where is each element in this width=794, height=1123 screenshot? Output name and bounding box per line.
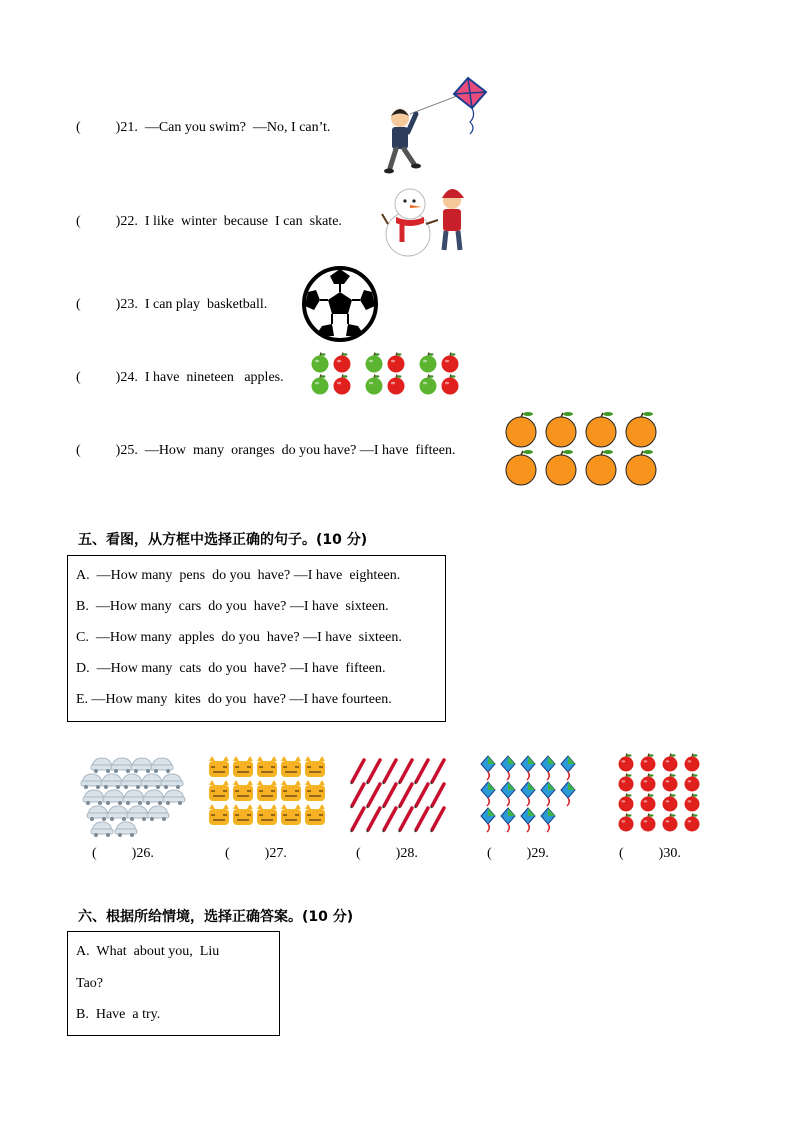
- kite-icon: [521, 782, 535, 806]
- apple-icon: [663, 794, 678, 812]
- car-icon: [101, 774, 123, 789]
- apple-icon: [619, 794, 634, 812]
- apple-icon: [334, 375, 351, 395]
- apple-icon: [685, 794, 700, 812]
- kite-icon: [521, 756, 535, 780]
- section-5-option-e: E. —How many kites do you have? —I have fourteen.: [76, 692, 392, 707]
- apple-icon: [420, 353, 437, 373]
- kite-icon: [501, 808, 515, 832]
- kite-icon: [541, 808, 555, 832]
- apples-image-30: [614, 754, 706, 834]
- section-5-options-box: [67, 555, 446, 722]
- apple-icon: [442, 353, 459, 373]
- pen-icon: [351, 784, 364, 808]
- kite-icon: [501, 756, 515, 780]
- cat-icon: [281, 804, 301, 825]
- section-6-option-b: B. Have a try.: [76, 1007, 161, 1022]
- car-icon: [91, 822, 113, 837]
- car-icon: [83, 790, 105, 805]
- section-6-option-a-cont: Tao?: [76, 976, 104, 991]
- pens-image: [346, 756, 444, 832]
- orange-icon: [626, 412, 656, 447]
- apple-icon: [334, 353, 351, 373]
- cat-icon: [257, 804, 277, 825]
- question-24: ( )24. I have nineteen apples.: [76, 370, 284, 385]
- cat-icon: [209, 780, 229, 801]
- question-25: ( )25. —How many oranges do you have? —I have fifteen.: [76, 443, 456, 458]
- section-5-heading: 五、看图，从方框中选择正确的句子。(10 分): [78, 532, 368, 548]
- kite-icon: [481, 808, 495, 832]
- kite-icon: [481, 756, 495, 780]
- pen-icon: [415, 808, 428, 832]
- apple-icon: [388, 375, 405, 395]
- cat-icon: [281, 756, 301, 777]
- question-21: ( )21. —Can you swim? —No, I can’t.: [76, 120, 331, 135]
- kite-icon: [521, 808, 535, 832]
- car-icon: [81, 774, 103, 789]
- cat-icon: [281, 780, 301, 801]
- orange-icon: [546, 412, 576, 447]
- car-icon: [111, 758, 133, 773]
- pen-icon: [367, 808, 380, 832]
- pen-icon: [383, 760, 396, 784]
- answer-26: ( )26.: [92, 846, 154, 861]
- pen-icon: [431, 808, 444, 832]
- tiger-cats-image: [207, 757, 327, 831]
- apple-icon: [641, 814, 656, 832]
- car-icon: [121, 774, 143, 789]
- car-icon: [123, 790, 145, 805]
- cars-image: [82, 754, 186, 834]
- pen-icon: [431, 784, 444, 808]
- apple-icon: [685, 754, 700, 772]
- soccer-ball-image: [302, 266, 378, 342]
- apple-icon: [641, 794, 656, 812]
- apple-icon: [685, 814, 700, 832]
- car-icon: [143, 790, 165, 805]
- kite-icon: [561, 782, 575, 806]
- answer-30: ( )30.: [619, 846, 681, 861]
- car-icon: [87, 806, 109, 821]
- apple-icon: [619, 774, 634, 792]
- cat-icon: [257, 780, 277, 801]
- apple-icon: [312, 353, 329, 373]
- apples-image: [312, 354, 464, 400]
- kites-image: [478, 754, 578, 834]
- car-icon: [147, 806, 169, 821]
- section-5-option-a: A. —How many pens do you have? —I have eighteen.: [76, 568, 401, 583]
- section-5-option-b: B. —How many cars do you have? —I have sixteen.: [76, 599, 389, 614]
- orange-icon: [506, 412, 536, 447]
- cat-icon: [233, 780, 253, 801]
- pen-icon: [399, 760, 412, 784]
- apple-icon: [685, 774, 700, 792]
- car-icon: [163, 790, 185, 805]
- section-6-option-a: A. What about you, Liu: [76, 944, 220, 959]
- car-icon: [115, 822, 137, 837]
- orange-icon: [506, 450, 536, 485]
- section-6-heading: 六、根据所给情境，选择正确答案。(10 分): [78, 909, 354, 925]
- section-5-option-d: D. —How many cats do you have? —I have fifteen.: [76, 661, 386, 676]
- apple-icon: [312, 375, 329, 395]
- kite-icon: [561, 756, 575, 780]
- apple-icon: [619, 754, 634, 772]
- car-icon: [103, 790, 125, 805]
- pen-icon: [415, 760, 428, 784]
- pen-icon: [383, 784, 396, 808]
- kite-icon: [541, 756, 555, 780]
- car-icon: [151, 758, 173, 773]
- kite-icon: [501, 782, 515, 806]
- car-icon: [141, 774, 163, 789]
- section-6-options-box: [67, 931, 280, 1036]
- cat-icon: [233, 756, 253, 777]
- answer-29: ( )29.: [487, 846, 549, 861]
- pen-icon: [351, 808, 364, 832]
- car-icon: [127, 806, 149, 821]
- apple-icon: [641, 774, 656, 792]
- orange-icon: [586, 450, 616, 485]
- oranges-image: [504, 414, 660, 488]
- kite-icon: [541, 782, 555, 806]
- cat-icon: [209, 756, 229, 777]
- pen-icon: [399, 784, 412, 808]
- section-5-option-c: C. —How many apples do you have? —I have sixteen.: [76, 630, 402, 645]
- cat-icon: [257, 756, 277, 777]
- car-icon: [91, 758, 113, 773]
- apple-icon: [641, 754, 656, 772]
- answer-27: ( )27.: [225, 846, 287, 861]
- apple-icon: [442, 375, 459, 395]
- apple-icon: [420, 375, 437, 395]
- pen-icon: [367, 760, 380, 784]
- question-23: ( )23. I can play basketball.: [76, 297, 268, 312]
- orange-icon: [546, 450, 576, 485]
- pen-icon: [383, 808, 396, 832]
- apple-icon: [619, 814, 634, 832]
- apple-icon: [663, 814, 678, 832]
- question-22: ( )22. I like winter because I can skate.: [76, 214, 342, 229]
- apple-icon: [366, 353, 383, 373]
- cat-icon: [209, 804, 229, 825]
- cat-icon: [305, 804, 325, 825]
- cat-icon: [305, 780, 325, 801]
- pen-icon: [415, 784, 428, 808]
- pen-icon: [367, 784, 380, 808]
- cat-icon: [305, 756, 325, 777]
- boy-flying-kite-image: [380, 76, 490, 176]
- pen-icon: [351, 760, 364, 784]
- kite-icon: [481, 782, 495, 806]
- apple-icon: [366, 375, 383, 395]
- apple-icon: [663, 774, 678, 792]
- cat-icon: [233, 804, 253, 825]
- car-icon: [107, 806, 129, 821]
- pen-icon: [431, 760, 444, 784]
- snowman-and-child-image: [382, 184, 470, 258]
- orange-icon: [626, 450, 656, 485]
- orange-icon: [586, 412, 616, 447]
- car-icon: [131, 758, 153, 773]
- pen-icon: [399, 808, 412, 832]
- apple-icon: [388, 353, 405, 373]
- car-icon: [161, 774, 183, 789]
- apple-icon: [663, 754, 678, 772]
- answer-28: ( )28.: [356, 846, 418, 861]
